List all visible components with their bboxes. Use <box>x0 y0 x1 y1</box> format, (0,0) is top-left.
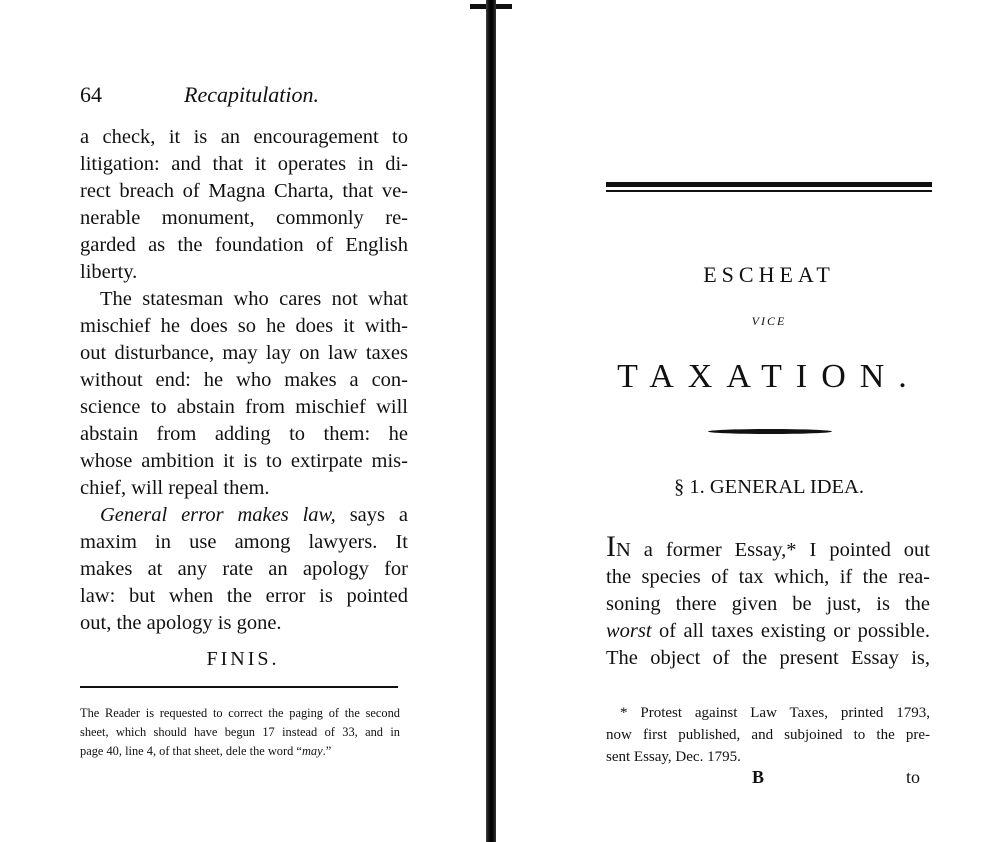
deleted-word: may <box>301 744 323 758</box>
text-line: whose ambition it is to extirpate mis- <box>80 450 408 472</box>
text-line: soning there given be just, is the <box>606 593 930 615</box>
footnote-closing: .” <box>322 744 332 758</box>
text-line: out disturbance, may lay on law taxes <box>80 342 408 364</box>
ornamental-rule <box>708 429 832 434</box>
maxim-rest: says a <box>335 504 408 526</box>
text-line: maxim in use among lawyers. It <box>80 531 408 553</box>
running-head <box>80 82 410 112</box>
text-line: The statesman who cares not what <box>100 288 408 310</box>
right-body-text <box>606 530 931 672</box>
right-footnote <box>606 702 930 768</box>
text-line: without end: he who makes a con- <box>80 369 408 391</box>
footnote-line: * Protest against Law Taxes, printed 1793, <box>620 705 930 721</box>
text-line: liberty. <box>80 261 138 283</box>
footnote-line <box>80 742 400 761</box>
signature-mark: B <box>752 767 765 787</box>
running-title: Recapitulation. <box>184 82 320 107</box>
text-line: law: but when the error is pointed <box>80 585 408 607</box>
section-heading: § 1. GENERAL IDEA. <box>674 476 864 498</box>
drop-cap: I <box>606 530 616 563</box>
footnote-line: now first published, and subjoined to the pre- <box>606 727 930 743</box>
text-line: mischief he does so he does it with- <box>80 315 408 337</box>
text-line: The object of the present Essay is, <box>606 647 930 669</box>
text-line: the species of tax which, if the rea- <box>606 566 930 588</box>
emphasis-word: worst <box>606 620 652 642</box>
header-double-rule <box>606 182 932 192</box>
footnote-line: sent Essay, Dec. 1795. <box>606 749 741 765</box>
footnote-line: sheet, which should have begun 17 instead of 33, and in <box>80 725 400 739</box>
left-footnote <box>80 704 400 761</box>
text-line: abstain from adding to them: he <box>80 423 408 445</box>
text-line <box>606 530 930 564</box>
finis-mark: FINIS. <box>206 648 280 670</box>
footnote-text: page 40, line 4, of that sheet, dele the word “ <box>80 744 302 758</box>
text-line: a check, it is an encouragement to <box>80 126 408 148</box>
footnote-line: The Reader is requested to correct the paging of the second <box>80 706 400 720</box>
text-line: chief, will repeal them. <box>80 477 270 499</box>
text-line: makes at any rate an apology for <box>80 558 408 580</box>
text-line <box>606 618 930 645</box>
text-line: rect breach of Magna Charta, that ve- <box>80 180 408 202</box>
text-line: science to abstain from mischief will <box>80 396 408 418</box>
maxim-line <box>80 502 408 529</box>
title-vice: VICE <box>751 314 787 328</box>
left-body-text <box>80 124 408 637</box>
page-number: 64 <box>80 82 102 107</box>
catchword: to <box>906 767 921 787</box>
maxim-quote: General error makes law, <box>100 504 336 526</box>
first-line-text: N a former Essay,* I pointed out <box>616 539 930 561</box>
text-line: garded as the foundation of English <box>80 234 408 256</box>
title-taxation: TAXATION. <box>617 358 921 395</box>
text-line: out, the apology is gone. <box>80 612 282 634</box>
line-rest: of all taxes existing or possible. <box>658 620 931 642</box>
title-escheat: ESCHEAT <box>703 262 835 287</box>
text-line: litigation: and that it operates in di- <box>80 153 408 175</box>
text-line: nerable monument, commonly re- <box>80 207 408 229</box>
footnote-rule <box>80 686 398 688</box>
